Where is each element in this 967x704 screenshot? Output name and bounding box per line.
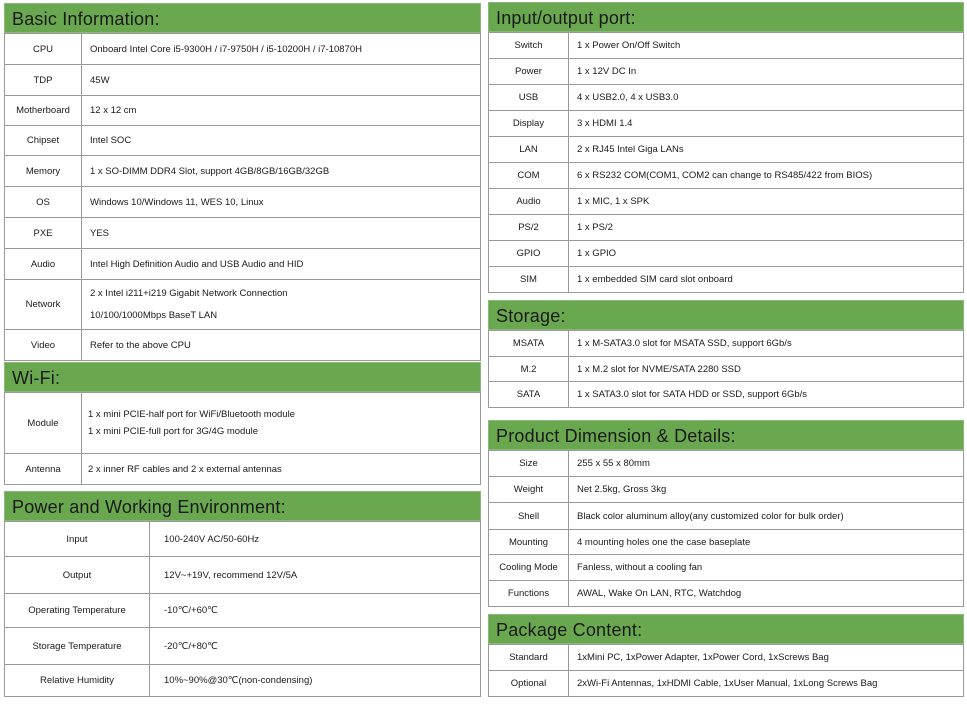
io-port-table	[488, 32, 964, 293]
row-value: 1 x embedded SIM card slot onboard	[569, 267, 964, 293]
row-value: 10%~90%@30℃(non-condensing)	[150, 665, 481, 697]
row-label: Functions	[489, 581, 569, 607]
table-row	[5, 280, 481, 330]
table-row	[489, 555, 964, 581]
row-label: Network	[5, 280, 82, 330]
package-content-title: Package Content:	[488, 614, 964, 644]
table-row	[5, 96, 481, 126]
row-label: Module	[5, 393, 82, 454]
package-content-table	[488, 644, 964, 697]
row-label: Shell	[489, 503, 569, 530]
power-environment-panel	[4, 491, 481, 697]
row-label: CPU	[5, 34, 82, 65]
power-environment-table	[4, 521, 481, 697]
table-row	[489, 85, 964, 111]
row-value-line: 10/100/1000Mbps BaseT LAN	[90, 309, 218, 321]
row-value: 1 x PS/2	[569, 215, 964, 241]
table-row	[489, 59, 964, 85]
row-value: -20℃/+80℃	[150, 628, 481, 665]
row-label: Input	[5, 522, 150, 557]
power-environment-title: Power and Working Environment:	[4, 491, 481, 521]
row-label: Motherboard	[5, 96, 82, 126]
table-row	[489, 215, 964, 241]
row-value: Intel SOC	[82, 126, 481, 156]
table-row	[489, 581, 964, 607]
wifi-table	[4, 392, 481, 485]
table-row	[5, 34, 481, 65]
row-label: Chipset	[5, 126, 82, 156]
product-dimension-table	[488, 450, 964, 607]
table-row	[489, 451, 964, 477]
wifi-title: Wi-Fi:	[4, 362, 481, 392]
table-row	[489, 331, 964, 357]
row-value: 100-240V AC/50-60Hz	[150, 522, 481, 557]
row-label: LAN	[489, 137, 569, 163]
io-port-title: Input/output port:	[488, 2, 964, 32]
row-value: 3 x HDMI 1.4	[569, 111, 964, 137]
row-label: OS	[5, 187, 82, 218]
row-label: Standard	[489, 645, 569, 671]
table-row	[489, 241, 964, 267]
row-label: GPIO	[489, 241, 569, 267]
table-row	[489, 163, 964, 189]
product-dimension-title: Product Dimension & Details:	[488, 420, 964, 450]
row-label: Antenna	[5, 454, 82, 485]
row-label: PS/2	[489, 215, 569, 241]
row-label: Cooling Mode	[489, 555, 569, 581]
row-label: Output	[5, 557, 150, 594]
row-value: Onboard Intel Core i5-9300H / i7-9750H / i5-10200H / i7-10870H	[82, 34, 481, 65]
storage-panel	[488, 300, 964, 408]
row-label: Operating Temperature	[5, 594, 150, 628]
row-label: Power	[489, 59, 569, 85]
table-row	[5, 187, 481, 218]
io-port-panel	[488, 2, 964, 293]
table-row	[489, 530, 964, 555]
row-value: 1 x Power On/Off Switch	[569, 33, 964, 59]
row-value: 45W	[82, 65, 481, 96]
table-row	[489, 382, 964, 408]
row-value-line: 2 x Intel i211+i219 Gigabit Network Connection	[90, 287, 288, 299]
storage-title: Storage:	[488, 300, 964, 330]
row-label: Storage Temperature	[5, 628, 150, 665]
row-value: 2 x inner RF cables and 2 x external antennas	[82, 454, 481, 485]
row-label: Video	[5, 330, 82, 361]
table-row	[489, 137, 964, 163]
row-value: 1 x 12V DC In	[569, 59, 964, 85]
row-value: Refer to the above CPU	[82, 330, 481, 361]
row-value	[82, 393, 481, 454]
row-label: SIM	[489, 267, 569, 293]
row-value: 1 x SATA3.0 slot for SATA HDD or SSD, support 6Gb/s	[569, 382, 964, 408]
row-value: 1 x SO-DIMM DDR4 Slot, support 4GB/8GB/16GB/32GB	[82, 156, 481, 187]
table-row	[5, 393, 481, 454]
row-label: Switch	[489, 33, 569, 59]
table-row	[5, 126, 481, 156]
row-value: 4 x USB2.0, 4 x USB3.0	[569, 85, 964, 111]
row-value: 1 x MIC, 1 x SPK	[569, 189, 964, 215]
row-label: Size	[489, 451, 569, 477]
table-row	[5, 218, 481, 249]
table-row	[5, 249, 481, 280]
table-row	[489, 503, 964, 530]
product-dimension-panel	[488, 420, 964, 607]
row-value: 1 x M-SATA3.0 slot for MSATA SSD, support 6Gb/s	[569, 331, 964, 357]
row-value	[82, 280, 481, 330]
row-label: Memory	[5, 156, 82, 187]
table-row	[489, 357, 964, 382]
table-row	[5, 454, 481, 485]
table-row	[489, 477, 964, 503]
basic-information-title: Basic Information:	[4, 3, 481, 33]
table-row	[489, 671, 964, 697]
row-value: Black color aluminum alloy(any customized color for bulk order)	[569, 503, 964, 530]
basic-information-table	[4, 33, 481, 361]
row-value: YES	[82, 218, 481, 249]
row-value: 6 x RS232 COM(COM1, COM2 can change to RS485/422 from BIOS)	[569, 163, 964, 189]
row-value: 2xWi-Fi Antennas, 1xHDMI Cable, 1xUser Manual, 1xLong Screws Bag	[569, 671, 964, 697]
row-value: Intel High Definition Audio and USB Audio and HID	[82, 249, 481, 280]
table-row	[489, 267, 964, 293]
table-row	[5, 65, 481, 96]
row-value-line: 1 x mini PCIE-full port for 3G/4G module	[88, 426, 259, 437]
row-value: Windows 10/Windows 11, WES 10, Linux	[82, 187, 481, 218]
row-label: TDP	[5, 65, 82, 96]
row-value: 1 x GPIO	[569, 241, 964, 267]
row-value: AWAL, Wake On LAN, RTC, Watchdog	[569, 581, 964, 607]
row-value-line: 1 x mini PCIE-half port for WiFi/Bluetooth module	[88, 409, 295, 420]
table-row	[5, 594, 481, 628]
row-label: Display	[489, 111, 569, 137]
row-label: Weight	[489, 477, 569, 503]
row-label: M.2	[489, 357, 569, 382]
row-value: Net 2.5kg, Gross 3kg	[569, 477, 964, 503]
table-row	[489, 111, 964, 137]
row-label: Audio	[489, 189, 569, 215]
row-value: 2 x RJ45 Intel Giga LANs	[569, 137, 964, 163]
table-row	[489, 645, 964, 671]
table-row	[5, 522, 481, 557]
table-row	[489, 33, 964, 59]
table-row	[489, 189, 964, 215]
row-value: 4 mounting holes one the case baseplate	[569, 530, 964, 555]
row-label: Audio	[5, 249, 82, 280]
storage-table	[488, 330, 964, 408]
table-row	[5, 330, 481, 361]
row-label: USB	[489, 85, 569, 111]
row-value: 12V~+19V, recommend 12V/5A	[150, 557, 481, 594]
row-label: SATA	[489, 382, 569, 408]
row-value: -10℃/+60℃	[150, 594, 481, 628]
row-value: 1xMini PC, 1xPower Adapter, 1xPower Cord, 1xScrews Bag	[569, 645, 964, 671]
package-content-panel	[488, 614, 964, 697]
row-label: Mounting	[489, 530, 569, 555]
row-value: 1 x M.2 slot for NVME/SATA 2280 SSD	[569, 357, 964, 382]
table-row	[5, 557, 481, 594]
row-value: Fanless, without a cooling fan	[569, 555, 964, 581]
table-row	[5, 665, 481, 697]
row-label: PXE	[5, 218, 82, 249]
row-value: 12 x 12 cm	[82, 96, 481, 126]
row-label: MSATA	[489, 331, 569, 357]
row-label: Relative Humidity	[5, 665, 150, 697]
wifi-panel	[4, 362, 481, 485]
basic-information-panel	[4, 3, 481, 361]
table-row	[5, 628, 481, 665]
table-row	[5, 156, 481, 187]
row-label: Optional	[489, 671, 569, 697]
row-value: 255 x 55 x 80mm	[569, 451, 964, 477]
row-label: COM	[489, 163, 569, 189]
